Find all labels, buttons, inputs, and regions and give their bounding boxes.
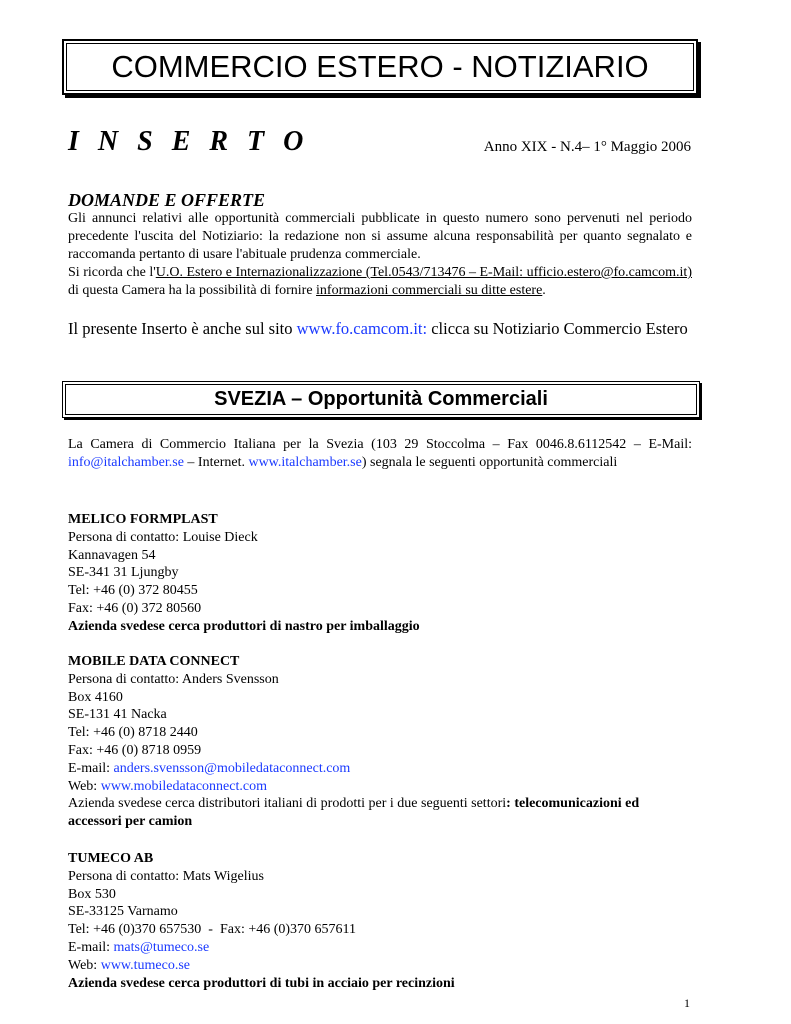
email-label: E-mail: [68,760,114,776]
company-fax: Fax: +46 (0) 8718 0959 [68,742,202,758]
svezia-intro-b: – Internet. [183,455,249,470]
company-entry [68,850,455,992]
masthead-box [62,39,698,95]
company-name: TUMECO AB [68,851,154,866]
issue-info: Anno XIX - N.4– 1° Maggio 2006 [483,139,691,155]
company-address: Kannavagen 54 [68,547,156,563]
company-telfax: Tel: +46 (0)370 657530 - Fax: +46 (0)370 657611 [68,922,357,938]
masthead-title: COMMERCIO ESTERO - NOTIZIARIO [111,49,649,84]
company-address: Box 530 [68,886,116,902]
company-web-link[interactable]: www.mobiledataconnect.com [100,778,267,794]
company-description [68,795,692,831]
website-paragraph [68,318,692,339]
company-email-link[interactable]: mats@tumeco.se [113,939,210,955]
company-city: SE-33125 Varnamo [68,904,178,920]
company-entry [68,653,692,831]
company-name: MOBILE DATA CONNECT [68,654,240,669]
svezia-section-title: SVEZIA – Opportunità Commerciali [214,388,548,410]
svezia-intro-a: La Camera di Commercio Italiana per la Svezia (103 29 Stoccolma – Fax 0046.8.6112542 – E-Mail: [68,437,692,452]
italchamber-email-link[interactable]: info@italchamber.se [68,455,184,470]
company-web-link[interactable]: www.tumeco.se [100,957,190,973]
company-tel: Tel: +46 (0) 372 80455 [68,583,198,599]
description-text: Azienda svedese cerca distributori italiani di prodotti per i due seguenti settori [68,796,507,812]
contact-reminder-paragraph [68,264,692,300]
disclaimer-paragraph: Gli annunci relativi alle opportunità commerciali pubblicate in questo numero sono pervenuti nel periodo precedente l'uscita del Notiziario: la redazione non si assume alcuna responsabilità per quanto segnalato e raccomanda pertanto di usare l'abituale prudenza commerciale. [68,211,692,262]
camcom-site-link[interactable]: www.fo.camcom.it: [296,319,428,338]
company-contact: Persona di contatto: Anders Svensson [68,671,279,687]
reminder-text-c: . [542,283,546,298]
website-text-a: Il presente Inserto è anche sul sito [68,319,297,338]
company-description: Azienda svedese cerca produttori di tubi in acciaio per recinzioni [68,975,455,991]
reminder-text-a: Si ricorda che l' [68,265,156,280]
company-address: Box 4160 [68,689,123,705]
page-number: 1 [684,996,690,1010]
company-web-line [68,957,455,975]
company-contact: Persona di contatto: Mats Wigelius [68,868,264,884]
company-city: SE-341 31 Ljungby [68,565,179,581]
company-web-line [68,778,692,796]
uo-estero-link[interactable]: U.O. Estero e Internazionalizzazione (Tel.0543/713476 – E-Mail: ufficio.estero@fo.camcom.it) [155,265,692,280]
italchamber-web-link[interactable]: www.italchamber.se [248,455,362,470]
company-contact: Persona di contatto: Louise Dieck [68,529,258,545]
company-email-line [68,760,692,778]
description-sectors: : telecomunicazioni ed accessori per camion [68,796,640,830]
svezia-intro-c: ) segnala le seguenti opportunità commerciali [361,455,618,470]
company-description: Azienda svedese cerca produttori di nastro per imballaggio [68,618,420,634]
reminder-text-b: di questa Camera ha la possibilità di fornire [68,283,317,298]
inserto-heading: I N S E R T O [68,126,310,157]
company-city: SE-131 41 Nacka [68,707,167,723]
email-label: E-mail: [68,939,114,955]
svezia-intro-paragraph [68,436,692,472]
web-label: Web: [68,778,101,794]
svezia-section-box [62,381,700,418]
web-label: Web: [68,957,101,973]
company-tel: Tel: +46 (0) 8718 2440 [68,725,198,741]
company-fax: Fax: +46 (0) 372 80560 [68,600,202,616]
company-email-line [68,939,455,957]
informazioni-commerciali-link[interactable]: informazioni commerciali su ditte estere [316,283,543,298]
company-entry [68,511,420,636]
company-name: MELICO FORMPLAST [68,512,218,527]
company-email-link[interactable]: anders.svensson@mobiledataconnect.com [113,760,351,776]
website-text-b: clicca su Notiziario Commercio Estero [427,319,688,338]
domande-offerte-heading: DOMANDE E OFFERTE [68,190,266,210]
